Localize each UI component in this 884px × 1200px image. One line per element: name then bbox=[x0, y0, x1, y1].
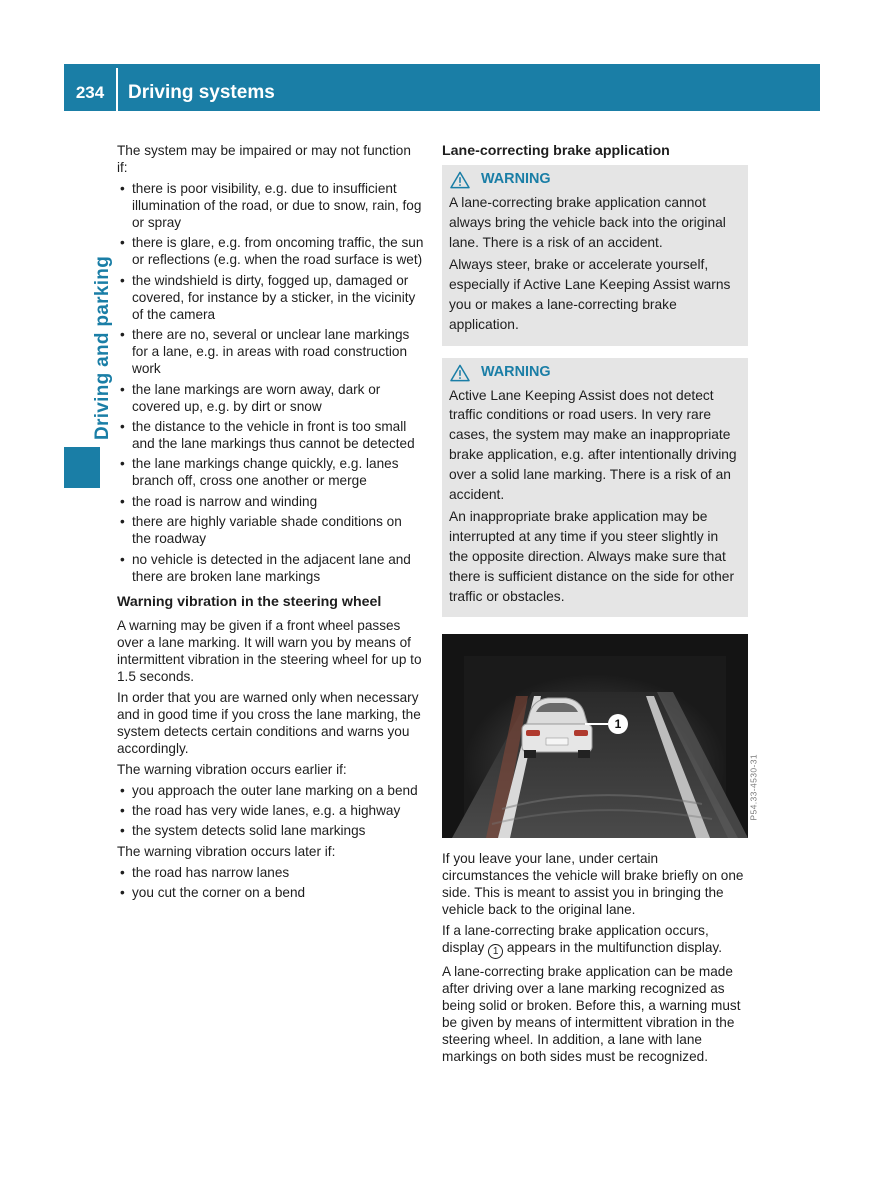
vibration-paragraph-1: A warning may be given if a front wheel passes over a lane marking. It will warn you by means of intermittent vibration in the steering wheel for up to 1.5 seconds. bbox=[117, 617, 422, 684]
brake-paragraph-2 bbox=[442, 922, 748, 959]
brake-paragraph-1: If you leave your lane, under certain circumstances the vehicle will brake briefly on one side. This is meant to assist you in bringing the vehicle back to the original lane. bbox=[442, 851, 744, 918]
list-item: • the distance to the vehicle in front is too small and the lane markings thus cannot be detected bbox=[117, 418, 424, 452]
page-number: 234 bbox=[75, 83, 105, 102]
list-item: • the lane markings are worn away, dark or covered up, e.g. by dirt or snow bbox=[117, 381, 424, 415]
later-intro: The warning vibration occurs later if: bbox=[117, 843, 336, 859]
header-divider bbox=[116, 68, 118, 111]
warning-label: WARNING bbox=[481, 171, 551, 188]
list-item: • the windshield is dirty, fogged up, damaged or covered, for instance by a sticker, in the vicinity of the camera bbox=[117, 272, 424, 323]
earlier-intro: The warning vibration occurs earlier if: bbox=[117, 761, 347, 777]
vibration-heading: Warning vibration in the steering wheel bbox=[117, 593, 382, 610]
warning-text: Always steer, brake or accelerate yourself, especially if Active Lane Keeping Assist warns you or makes a lane-correcting brake application. bbox=[449, 257, 731, 332]
right-column bbox=[442, 142, 759, 1069]
list-item: • you approach the outer lane marking on a bend bbox=[117, 782, 424, 799]
list-item: • there are highly variable shade conditions on the roadway bbox=[117, 513, 424, 547]
lane-assist-illustration bbox=[442, 634, 759, 838]
side-tab-marker bbox=[64, 447, 100, 488]
side-section-label: Driving and parking bbox=[92, 255, 113, 440]
warning-text: A lane-correcting brake application cannot always bring the vehicle back into the original lane. There is a risk of an accident. bbox=[449, 195, 726, 250]
warning-text: An inappropriate brake application may be interrupted at any time if you steer slightly in the opposite direction. Always make sure that there is sufficient distance on the side for other traffic or obstacles. bbox=[449, 509, 735, 604]
warning-box-1 bbox=[442, 165, 748, 346]
list-item: • you cut the corner on a bend bbox=[117, 884, 424, 901]
list-item: • the system detects solid lane markings bbox=[117, 822, 424, 839]
impaired-list bbox=[117, 180, 424, 585]
list-item: • the road is narrow and winding bbox=[117, 493, 424, 510]
list-item: • the road has narrow lanes bbox=[117, 864, 424, 881]
list-item: • there is poor visibility, e.g. due to insufficient illumination of the road, or due to snow, rain, fog or spray bbox=[117, 180, 424, 231]
later-list bbox=[117, 864, 424, 901]
warning-header bbox=[449, 167, 741, 193]
list-item: • the road has very wide lanes, e.g. a highway bbox=[117, 802, 424, 819]
page-title: Driving systems bbox=[128, 82, 275, 103]
warning-triangle-icon bbox=[449, 171, 471, 189]
list-item: • no vehicle is detected in the adjacent lane and there are broken lane markings bbox=[117, 551, 424, 585]
impaired-intro: The system may be impaired or may not function if: bbox=[117, 143, 411, 175]
para2-text-after: appears in the multifunction display. bbox=[506, 940, 722, 956]
list-item: • the lane markings change quickly, e.g. lanes branch off, cross one another or merge bbox=[117, 455, 424, 489]
car-graphic bbox=[522, 698, 592, 758]
brake-paragraph-3: A lane-correcting brake application can be made after driving over a lane marking recognized as being solid or broken. Before this, a warning must be given by means of intermittent vibration in the steering wheel. In addition, a lane with lane markings on both sides must be recognized. bbox=[442, 964, 741, 1065]
list-item: • there are no, several or unclear lane markings for a lane, e.g. in areas with road construction work bbox=[117, 326, 424, 377]
para2-text-before: If a lane-correcting brake application occurs, display bbox=[442, 923, 709, 956]
warning-label: WARNING bbox=[481, 363, 551, 380]
warning-text: Active Lane Keeping Assist does not detect traffic conditions or road users. In very rare cases, the system may make an inappropriate brake application, e.g. after intentionally driving over a solid lane marking. There is a risk of an accident. bbox=[449, 387, 737, 502]
brake-heading: Lane-correcting brake application bbox=[442, 143, 670, 159]
list-item: • there is glare, e.g. from oncoming traffic, the sun or reflections (e.g. when the road surface is wet) bbox=[117, 234, 424, 268]
warning-triangle-icon bbox=[449, 364, 471, 382]
left-column bbox=[117, 142, 424, 904]
road-scene-graphic bbox=[442, 634, 748, 838]
earlier-list bbox=[117, 782, 424, 840]
figure-code: P54.33-4530-31 bbox=[749, 754, 759, 821]
display-symbol-icon: 1 bbox=[488, 944, 503, 959]
warning-header bbox=[449, 360, 741, 386]
vibration-paragraph-2: In order that you are warned only when necessary and in good time if you cross the lane marking, the system detects certain conditions and warns you accordingly. bbox=[117, 689, 421, 756]
warning-box-2 bbox=[442, 358, 748, 618]
callout-1-label: 1 bbox=[614, 717, 622, 732]
